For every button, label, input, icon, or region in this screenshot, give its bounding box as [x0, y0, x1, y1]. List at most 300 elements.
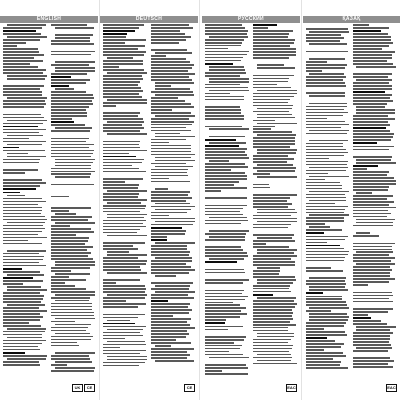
text-line — [51, 46, 95, 49]
text-line — [103, 141, 140, 143]
text-line — [51, 315, 94, 317]
text-line — [205, 112, 241, 114]
text-line — [7, 36, 47, 38]
text-line — [306, 64, 347, 66]
text-line — [55, 70, 95, 72]
text-line — [309, 191, 348, 193]
text-line — [253, 102, 288, 104]
text-line — [7, 195, 26, 197]
text-line — [205, 42, 242, 44]
text-line — [3, 310, 47, 312]
text-line — [205, 126, 242, 128]
text-line — [253, 288, 289, 290]
text-line — [205, 87, 248, 89]
text-line — [55, 27, 94, 29]
text-line — [257, 149, 297, 151]
text-line — [253, 324, 296, 326]
text-line — [205, 121, 249, 124]
text-line — [209, 357, 249, 359]
text-line — [3, 316, 43, 318]
text-line — [3, 201, 46, 203]
text-line — [7, 274, 45, 276]
text-line — [205, 148, 247, 150]
text-line — [209, 136, 246, 138]
text-line — [209, 160, 229, 162]
text-line — [205, 264, 249, 267]
text-line — [353, 198, 387, 200]
text-line — [253, 330, 288, 332]
text-line — [151, 55, 166, 57]
text-line — [107, 57, 133, 59]
text-line — [253, 300, 294, 302]
text-line — [306, 361, 341, 363]
text-line — [353, 225, 393, 227]
text-line — [51, 109, 86, 111]
text-line — [55, 324, 92, 326]
text-line — [51, 288, 86, 290]
text-line — [151, 112, 191, 114]
text-line — [356, 112, 394, 114]
text-line — [353, 284, 368, 286]
text-line — [306, 82, 345, 84]
text-line — [3, 204, 38, 206]
text-line — [306, 197, 346, 199]
text-line — [253, 327, 288, 329]
text-line — [306, 206, 348, 208]
text-line — [103, 285, 145, 287]
text-line — [155, 166, 193, 168]
certification-mark: UK — [72, 384, 83, 392]
text-line — [7, 97, 47, 99]
text-line — [103, 127, 144, 129]
text-line — [353, 287, 396, 290]
text-line — [353, 235, 379, 237]
text-line — [51, 309, 92, 311]
text-line — [55, 294, 95, 296]
text-line — [103, 48, 138, 50]
text-line — [151, 324, 190, 326]
text-line — [3, 72, 43, 74]
text-line — [253, 120, 275, 122]
text-line — [155, 209, 191, 211]
text-line — [151, 251, 190, 253]
text-line — [353, 45, 389, 47]
text-line — [3, 30, 36, 32]
text-line — [257, 67, 296, 69]
text-line — [253, 99, 290, 101]
text-line — [205, 93, 230, 95]
text-line — [103, 303, 146, 305]
text-line — [151, 263, 186, 265]
text-line — [353, 127, 386, 129]
text-line — [103, 323, 135, 325]
text-line — [51, 91, 86, 93]
text-line — [155, 275, 176, 277]
text-line — [257, 90, 297, 92]
text-line — [353, 42, 393, 44]
text-line — [103, 75, 142, 77]
text-line — [309, 43, 346, 45]
text-line — [51, 173, 91, 175]
text-line — [3, 364, 40, 366]
text-line — [3, 265, 46, 267]
text-line — [103, 66, 119, 68]
text-line — [306, 292, 323, 294]
text-line — [3, 355, 47, 357]
text-line — [209, 69, 246, 71]
text-line — [257, 252, 294, 254]
text-line — [306, 164, 347, 166]
text-line — [253, 276, 295, 278]
text-line — [51, 147, 89, 149]
text-line — [306, 143, 343, 145]
text-line — [253, 303, 297, 305]
text-line — [103, 162, 142, 164]
text-line — [353, 238, 396, 241]
text-line — [51, 196, 69, 198]
text-line — [309, 226, 329, 228]
text-line — [205, 211, 240, 213]
text-line — [253, 187, 270, 189]
text-line — [103, 226, 146, 228]
text-line — [151, 139, 186, 141]
text-line — [306, 364, 340, 366]
text-line — [151, 184, 195, 187]
text-line — [107, 329, 143, 331]
text-line — [205, 208, 243, 210]
text-line — [253, 131, 292, 133]
text-line — [151, 224, 193, 226]
text-line — [107, 359, 147, 361]
text-line — [51, 270, 71, 272]
text-line — [253, 351, 289, 353]
text-line — [205, 63, 233, 65]
text-line — [353, 36, 391, 38]
text-line — [3, 147, 19, 149]
text-line — [306, 254, 348, 256]
text-line — [51, 40, 90, 42]
text-line — [306, 260, 344, 262]
text-line — [151, 172, 187, 174]
text-line — [155, 136, 195, 138]
text-line — [51, 237, 89, 239]
text-line — [7, 328, 47, 330]
text-line — [306, 188, 342, 190]
text-line — [353, 97, 390, 99]
text-line — [51, 312, 94, 314]
text-line — [107, 341, 146, 343]
text-line — [306, 229, 342, 231]
text-line — [151, 76, 189, 78]
text-line — [306, 98, 349, 101]
text-line — [353, 85, 392, 87]
text-line — [103, 168, 139, 170]
text-line — [205, 370, 222, 372]
text-line — [51, 54, 91, 56]
text-line — [205, 322, 225, 324]
text-line — [55, 176, 90, 178]
text-line — [103, 136, 147, 139]
text-line — [306, 79, 343, 81]
text-line — [3, 352, 25, 354]
text-line — [55, 37, 90, 39]
text-line — [3, 262, 39, 264]
text-line — [205, 296, 248, 298]
text-line — [155, 52, 192, 54]
text-line — [155, 291, 195, 293]
text-line — [353, 156, 392, 158]
text-line — [306, 304, 347, 306]
text-line — [205, 205, 247, 207]
text-line — [253, 294, 273, 296]
text-line — [353, 152, 396, 155]
text-line — [55, 159, 95, 161]
text-line — [253, 87, 291, 89]
text-line — [151, 27, 193, 29]
text-line — [151, 260, 192, 262]
text-line — [205, 367, 248, 369]
text-line — [309, 58, 344, 60]
text-line — [205, 178, 247, 180]
text-line — [3, 192, 20, 194]
text-line — [151, 45, 195, 48]
text-line — [103, 60, 143, 62]
text-line — [51, 243, 85, 245]
text-line — [253, 203, 292, 205]
text-line — [205, 302, 233, 304]
text-line — [3, 169, 38, 171]
text-line — [306, 355, 346, 357]
text-line — [353, 136, 393, 138]
text-line — [103, 291, 145, 293]
text-line — [205, 246, 241, 248]
text-line — [51, 364, 67, 366]
text-line — [253, 143, 295, 145]
text-line — [205, 172, 245, 174]
text-line — [253, 57, 289, 59]
text-line — [306, 40, 340, 42]
text-line — [209, 236, 245, 238]
text-line — [151, 288, 189, 290]
text-line — [3, 150, 45, 152]
text-line — [253, 234, 294, 236]
text-line — [103, 208, 145, 210]
text-line — [151, 194, 188, 196]
text-line — [155, 188, 169, 190]
text-line — [306, 217, 344, 219]
text-line — [151, 163, 186, 165]
text-line — [353, 350, 388, 352]
text-line — [7, 78, 46, 80]
text-column — [205, 24, 249, 394]
text-line — [306, 133, 347, 135]
text-line — [155, 82, 194, 84]
text-line — [3, 162, 39, 164]
text-line — [51, 51, 95, 53]
text-line — [353, 320, 381, 322]
text-line — [151, 348, 194, 350]
text-line — [103, 33, 127, 35]
text-line — [205, 290, 244, 292]
text-column — [151, 24, 195, 394]
text-line — [205, 157, 249, 159]
text-line — [306, 70, 322, 72]
text-line — [151, 100, 185, 102]
text-line — [253, 339, 291, 341]
text-line — [3, 117, 44, 119]
text-line — [151, 145, 191, 147]
text-line — [3, 60, 43, 62]
text-line — [103, 108, 147, 111]
text-line — [353, 33, 388, 35]
text-line — [103, 105, 116, 107]
text-line — [51, 267, 90, 269]
text-line — [205, 239, 245, 241]
text-line — [205, 33, 247, 35]
text-line — [205, 373, 248, 375]
text-line — [353, 195, 393, 197]
text-line — [205, 339, 244, 341]
text-line — [151, 130, 191, 132]
text-line — [151, 67, 192, 69]
text-line — [151, 318, 191, 320]
text-line — [306, 236, 348, 238]
fold-line — [301, 0, 302, 400]
text-line — [306, 212, 344, 214]
text-line — [306, 220, 344, 222]
text-line — [103, 54, 144, 56]
text-line — [306, 367, 348, 369]
text-line — [103, 187, 138, 189]
text-line — [3, 172, 25, 174]
text-line — [209, 81, 249, 83]
text-line — [51, 345, 79, 347]
text-line — [3, 301, 41, 303]
text-line — [306, 322, 346, 324]
text-line — [353, 121, 388, 123]
text-line — [103, 223, 143, 225]
text-line — [253, 93, 297, 95]
text-line — [51, 121, 74, 123]
text-line — [3, 319, 40, 321]
text-line — [353, 165, 378, 167]
text-line — [51, 156, 91, 158]
text-line — [356, 219, 395, 221]
text-line — [309, 316, 348, 318]
text-line — [306, 179, 325, 181]
text-line — [51, 82, 86, 84]
text-line — [103, 309, 147, 312]
text-line — [209, 66, 245, 68]
text-line — [253, 357, 292, 359]
text-line — [3, 103, 46, 105]
text-line — [353, 88, 392, 90]
text-line — [353, 344, 391, 346]
text-line — [51, 210, 69, 212]
text-line — [151, 303, 190, 305]
text-line — [353, 353, 396, 356]
text-line — [103, 275, 147, 278]
text-line — [353, 366, 393, 368]
fold-line — [199, 0, 200, 400]
text-line — [3, 54, 44, 56]
text-line — [205, 99, 244, 101]
text-line — [51, 297, 90, 299]
text-line — [151, 39, 186, 41]
text-column — [306, 24, 349, 394]
text-line — [353, 51, 395, 53]
text-line — [7, 75, 47, 77]
text-line — [3, 129, 46, 131]
text-line — [257, 354, 292, 356]
text-line — [205, 72, 246, 74]
text-line — [51, 231, 94, 233]
text-line — [253, 161, 287, 163]
text-line — [253, 48, 296, 50]
text-line — [3, 182, 46, 184]
text-line — [3, 63, 30, 65]
text-line — [3, 132, 39, 134]
text-line — [103, 153, 129, 155]
text-line — [257, 64, 285, 66]
text-line — [151, 266, 191, 268]
text-line — [155, 94, 194, 96]
text-line — [151, 103, 191, 105]
text-line — [353, 48, 382, 50]
text-line — [3, 307, 39, 309]
text-line — [151, 91, 193, 93]
text-line — [205, 285, 249, 288]
text-line — [253, 306, 295, 308]
text-line — [253, 167, 296, 169]
text-line — [353, 363, 388, 365]
text-line — [205, 184, 234, 186]
text-line — [103, 96, 142, 98]
text-line — [205, 169, 231, 171]
text-line — [151, 218, 195, 220]
text-line — [205, 310, 241, 312]
text-line — [353, 189, 388, 191]
text-line — [103, 171, 146, 173]
text-line — [353, 146, 394, 148]
text-line — [51, 191, 95, 194]
text-line — [155, 242, 195, 244]
text-line — [103, 238, 147, 241]
text-line — [7, 144, 43, 146]
text-line — [55, 300, 90, 302]
text-line — [151, 309, 192, 311]
text-line — [3, 159, 40, 161]
text-line — [353, 266, 390, 268]
page-russian — [202, 0, 300, 400]
text-line — [55, 67, 95, 69]
text-line — [3, 292, 40, 294]
text-line — [55, 34, 94, 36]
text-line — [253, 84, 277, 86]
text-line — [107, 235, 147, 237]
text-line — [205, 54, 247, 56]
text-line — [151, 124, 192, 126]
text-line — [51, 100, 92, 102]
text-line — [309, 200, 346, 202]
text-line — [205, 220, 248, 222]
text-line — [3, 185, 40, 187]
text-line — [107, 202, 142, 204]
text-line — [257, 336, 295, 338]
text-line — [155, 360, 195, 362]
text-line — [3, 179, 42, 181]
text-line — [306, 170, 346, 172]
